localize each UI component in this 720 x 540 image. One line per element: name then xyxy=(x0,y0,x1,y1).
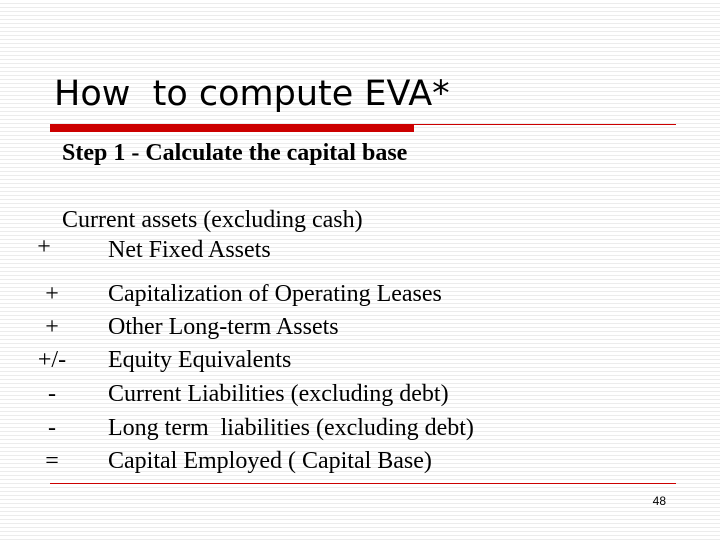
line-net-fixed-assets: Net Fixed Assets xyxy=(108,237,271,263)
title-underline-thin xyxy=(414,124,676,125)
line-long-term-liabilities: Long term liabilities (excluding debt) xyxy=(108,415,474,441)
slide-title: How to compute EVA* xyxy=(54,74,450,114)
operator-equity-equivalents: +/- xyxy=(37,347,67,373)
operator-capitalization: + xyxy=(45,281,59,307)
operator-net-fixed-assets: + xyxy=(37,234,51,260)
title-underline-thick xyxy=(50,124,414,132)
operator-capital-employed: = xyxy=(45,448,59,474)
line-equity-equivalents: Equity Equivalents xyxy=(108,347,292,373)
step-heading: Step 1 - Calculate the capital base xyxy=(62,140,408,166)
page-number: 48 xyxy=(652,494,666,508)
operator-other-long-term: + xyxy=(45,314,59,340)
line-other-long-term-assets: Other Long-term Assets xyxy=(108,314,339,340)
line-capitalization-operating-leases: Capitalization of Operating Leases xyxy=(108,281,442,307)
operator-long-term-liabilities: - xyxy=(48,415,56,441)
operator-current-liabilities: - xyxy=(48,381,56,407)
line-current-liabilities: Current Liabilities (excluding debt) xyxy=(108,381,449,407)
footer-rule xyxy=(50,483,676,484)
line-current-assets: Current assets (excluding cash) xyxy=(62,207,363,233)
line-capital-employed: Capital Employed ( Capital Base) xyxy=(108,448,432,474)
